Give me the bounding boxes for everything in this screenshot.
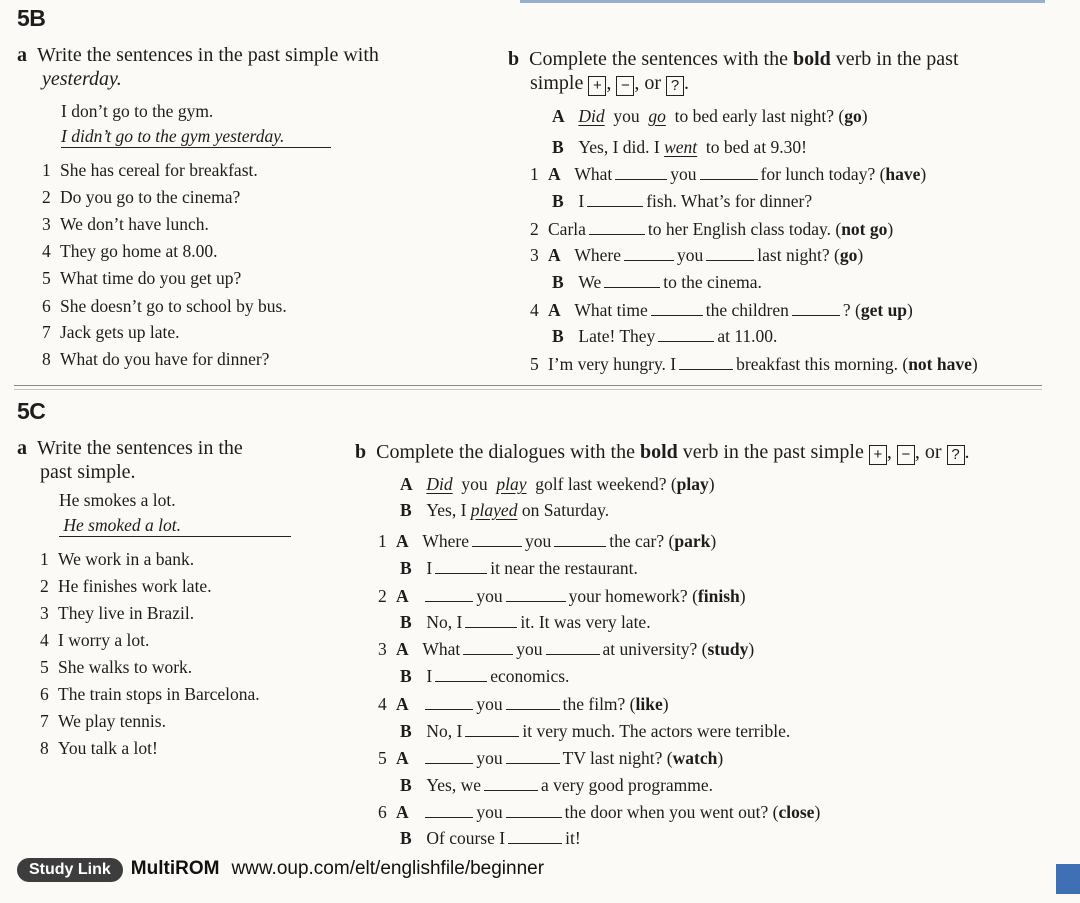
plus-box: + — [588, 76, 606, 96]
plus-box: + — [869, 445, 887, 465]
5b-a-item-6: 6 She doesn’t go to school by bus. — [42, 296, 287, 316]
section-title-5b: 5B — [17, 5, 46, 31]
5b-b-example-b: B Yes, I did. I went to bed at 9.30! — [552, 137, 808, 157]
5c-a-item-1: 1 We work in a bank. — [40, 549, 195, 569]
study-link-badge: Study Link — [17, 858, 123, 882]
5b-b-instruction-2: simple + , − , or ? . — [530, 72, 690, 94]
minus-box: − — [897, 445, 915, 465]
5c-b-d1-b: B I it near the restaurant. — [400, 558, 638, 578]
5c-b-d5-a: 5 A you TV last night? (watch) — [378, 748, 724, 768]
section-title-5c: 5C — [17, 398, 46, 424]
5c-a-item-8: 8 You talk a lot! — [40, 738, 158, 758]
5b-a-instruction: a Write the sentences in the past simple with — [17, 44, 379, 66]
5c-b-d2-a: 2 A you your homework? (finish) — [378, 586, 746, 606]
5b-b-q1-b: B I fish. What’s for dinner? — [552, 191, 813, 211]
5c-b-instruction: b Complete the dialogues with the bold verb in the past simple + , − , or ? . — [355, 441, 970, 463]
5b-b-instruction: b Complete the sentences with the bold verb in the past — [508, 48, 959, 70]
5b-a-item-4: 4 They go home at 8.00. — [42, 241, 218, 261]
5c-a-item-6: 6 The train stops in Barcelona. — [40, 684, 260, 704]
5b-a-instruction-2: yesterday. — [42, 68, 122, 90]
5b-a-item-5: 5 What time do you get up? — [42, 268, 242, 288]
footer-url: www.oup.com/elt/englishfile/beginner — [231, 858, 545, 879]
5c-a-instruction-2: past simple. — [40, 461, 136, 483]
5b-b-example-a: A Did you go to bed early last night? (go) — [552, 106, 868, 126]
5c-b-d3-b: B I economics. — [400, 666, 570, 686]
5c-b-d4-b: B No, I it very much. The actors were terrible. — [400, 721, 791, 741]
5c-b-d3-a: 3 A What you at university? (study) — [378, 639, 755, 659]
section-divider — [14, 385, 1042, 386]
5c-b-example-b: B Yes, I played on Saturday. — [400, 500, 610, 520]
5b-b-q4-b: B Late! They at 11.00. — [552, 326, 778, 346]
5b-b-q2: 2 Carla to her English class today. (not go) — [530, 219, 894, 239]
question-box: ? — [666, 76, 684, 96]
5c-a-item-4: 4 I worry a lot. — [40, 630, 150, 650]
5b-a-item-7: 7 Jack gets up late. — [42, 322, 180, 342]
multirom-label: MultiROM — [130, 858, 220, 879]
5b-a-item-8: 8 What do you have for dinner? — [42, 349, 270, 369]
5c-b-d1-a: 1 A Where you the car? (park) — [378, 531, 717, 551]
5c-a-item-7: 7 We play tennis. — [40, 711, 166, 731]
5b-a-example: I don’t go to the gym. — [61, 101, 214, 121]
footer — [17, 858, 544, 882]
question-box: ? — [947, 445, 965, 465]
5b-a-item-1: 1 She has cereal for breakfast. — [42, 160, 258, 180]
5c-a-item-3: 3 They live in Brazil. — [40, 603, 195, 623]
5c-a-instruction: a Write the sentences in the — [17, 437, 243, 459]
5b-b-q3-b: B We to the cinema. — [552, 272, 762, 292]
5c-b-d6-b: B Of course I it! — [400, 828, 581, 848]
page-edge-tab — [1056, 864, 1080, 894]
5b-b-q4-a: 4 A What time the children ? (get up) — [530, 300, 913, 320]
top-border — [520, 0, 1045, 3]
5c-b-d4-a: 4 A you the film? (like) — [378, 694, 669, 714]
5c-a-item-5: 5 She walks to work. — [40, 657, 193, 677]
5b-b-q5: 5 I’m very hungry. I breakfast this morning. (not have) — [530, 354, 978, 374]
5b-a-item-3: 3 We don’t have lunch. — [42, 214, 209, 234]
5c-a-example-answer: He smoked a lot. — [59, 515, 291, 537]
5c-b-example-a: A Did you play golf last weekend? (play) — [400, 474, 715, 494]
5c-b-d2-b: B No, I it. It was very late. — [400, 612, 651, 632]
5c-a-example: He smokes a lot. — [59, 490, 176, 510]
5b-a-example-answer: I didn’t go to the gym yesterday. — [61, 126, 331, 148]
section-divider-shadow — [14, 389, 1042, 390]
5c-a-item-2: 2 He finishes work late. — [40, 576, 212, 596]
5b-b-q1-a: 1 A What you for lunch today? (have) — [530, 164, 927, 184]
minus-box: − — [616, 76, 634, 96]
5b-b-q3-a: 3 A Where you last night? (go) — [530, 245, 864, 265]
5b-a-item-2: 2 Do you go to the cinema? — [42, 187, 241, 207]
5c-b-d5-b: B Yes, we a very good programme. — [400, 775, 714, 795]
5c-b-d6-a: 6 A you the door when you went out? (close) — [378, 802, 821, 822]
